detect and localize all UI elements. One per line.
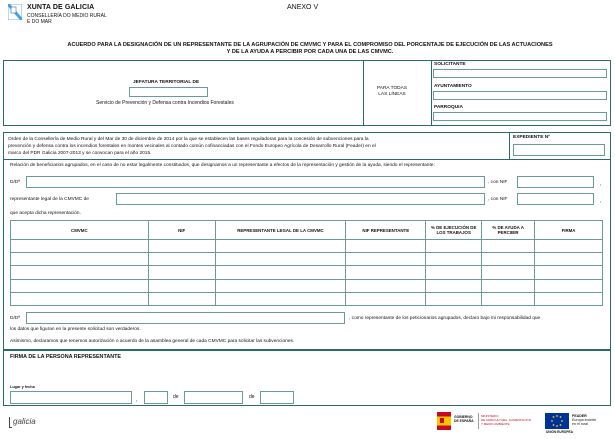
table-cell[interactable] (535, 240, 603, 253)
table-cell[interactable] (426, 266, 482, 279)
table-cell[interactable] (11, 266, 149, 279)
year-input[interactable] (260, 391, 294, 404)
con-nif-label-2: , con NIF (488, 197, 508, 202)
table-row (11, 279, 603, 292)
feader-line2: Europa invierte (572, 418, 597, 423)
department-line2: E DO MAR (27, 18, 52, 25)
jefatura-input[interactable] (129, 87, 208, 97)
table-row (11, 292, 603, 305)
table-cell[interactable] (346, 292, 426, 305)
title-line1: ACUERDO PARA LA DESIGNACIÓN DE UN REPRESENTANTE DE LA AGRUPACIÓN DE CMVMC Y PARA EL COMPROMISO DEL PORCENTAJE DE EJECUCIÓN DE LAS ACTUACIONES (67, 42, 553, 48)
spain-shield-icon (437, 412, 451, 430)
lugar-label: Lugar y fecha (10, 385, 35, 389)
table-cell[interactable] (346, 240, 426, 253)
table-cell[interactable] (535, 279, 603, 292)
table-row (11, 266, 603, 279)
servicio-text: Servicio de Prevención y Defensa contra Incendios Forestales (96, 100, 234, 106)
nif-input-2[interactable] (517, 193, 594, 205)
ayuntamiento-input[interactable] (433, 91, 607, 100)
ministerio-divider (478, 413, 479, 429)
table-cell[interactable] (535, 292, 603, 305)
table-cell[interactable] (11, 279, 149, 292)
day-input[interactable] (144, 391, 168, 404)
table-cell[interactable] (426, 292, 482, 305)
department-name (27, 14, 117, 25)
order-text-line1: Orden de la Consellería de Medio Rural y del Mar de 30 de diciembre de 2014 por la que se establecen las bases reguladoras para la concesión de subvenciones para la (8, 137, 369, 142)
table-cell[interactable] (215, 266, 346, 279)
gobierno-line2: DE ESPAÑA (454, 419, 474, 423)
table-cell[interactable] (215, 279, 346, 292)
gobierno-line1: GOBIERNO (454, 415, 473, 419)
order-text-line2: prevención y defensa contra los incendios forestales en montes vecinales al contado común cofinanciadas con el Fondo Europeo Agrícola de Desarrollo Rural (Feader) en el (8, 144, 376, 149)
table-row (11, 240, 603, 253)
table-cell[interactable] (482, 240, 535, 253)
eu-flag-icon (545, 413, 569, 429)
table-cell[interactable] (148, 240, 215, 253)
col-header-pct-ayuda: % DE AYUDA A PERCIBIR (482, 221, 535, 240)
dd-label: D/Dª (10, 180, 21, 185)
de-label-2: de (249, 394, 255, 400)
table-cell[interactable] (11, 253, 149, 266)
table-header-row (11, 221, 603, 240)
table-cell[interactable] (482, 279, 535, 292)
declaration-line3: Asimismo, declaramos que tenemos autorización o acuerdo de la asamblea general de cada CMVMC para solicitar las subvenciones. (10, 339, 295, 344)
feader-text (572, 414, 596, 427)
signature-comma: , (136, 397, 138, 403)
table-cell[interactable] (215, 292, 346, 305)
rep-legal-input[interactable] (116, 193, 485, 205)
galicia-mark-icon (9, 417, 12, 428)
table-cell[interactable] (535, 253, 603, 266)
union-europea-text: UNIÓN EUROPEA (546, 430, 573, 434)
beneficiaries-table (10, 220, 603, 306)
comma-2: , (600, 198, 602, 204)
ayuntamiento-label: AYUNTAMIENTO (434, 84, 472, 89)
acepta-text: que acepta dicha representación. (10, 211, 81, 216)
department-line1: CONSELLERÍA DO MEDIO RURAL (27, 13, 107, 19)
col-header-firma: FIRMA (535, 221, 603, 240)
solicitante-input[interactable] (433, 69, 607, 78)
title-line2: Y DE LA AYUDA A PERCIBIR POR CADA UNA DE LAS CMVMC. (226, 49, 394, 55)
order-text (8, 136, 376, 157)
parroquia-input[interactable] (433, 112, 607, 121)
nif-input-1[interactable] (517, 176, 594, 188)
ministerio-line2: DE AGRICULTURA, ALIMENTACIÓN (481, 417, 531, 422)
order-text-line3: marco del PDR Galicia 2007-2013 y se convocan para el año 2015. (8, 151, 152, 156)
table-cell[interactable] (11, 240, 149, 253)
table-cell[interactable] (426, 279, 482, 292)
declaration-dd-label: D/Dª (10, 316, 21, 321)
table-cell[interactable] (148, 279, 215, 292)
ministerio-line1: MINISTERIO (481, 414, 499, 418)
para-todas-line2: LAS LÍNEAS (378, 91, 406, 97)
table-cell[interactable] (215, 253, 346, 266)
order-divider (509, 133, 510, 160)
table-cell[interactable] (11, 292, 149, 305)
table-cell[interactable] (215, 240, 346, 253)
declaration-line2: los datos que figuran en la presente solicitud son verdaderos. (10, 327, 141, 332)
gobierno-text (454, 415, 474, 423)
parroquia-label: PARROQUIA (434, 105, 463, 110)
col-header-rep-legal: REPRESENTANTE LEGAL DE LA CMVMC (215, 221, 346, 240)
table-cell[interactable] (482, 292, 535, 305)
feader-line1: FEADER (572, 414, 587, 418)
ministerio-line3: Y MEDIO AMBIENTE (481, 421, 510, 426)
table-row (11, 253, 603, 266)
rep-legal-label: representante legal de la CMVMC de (10, 197, 89, 202)
table-cell[interactable] (535, 266, 603, 279)
beneficiaries-intro: Relación de beneficiarios agrupados, en el caso de no estar legalmente constituidos, que designamos a un representante a efectos de la representación y gestión de la ayuda, siendo el representante: (10, 163, 435, 168)
table-cell[interactable] (148, 253, 215, 266)
col-header-nif: NIF (148, 221, 215, 240)
xunta-flag-icon (8, 4, 22, 20)
table-cell[interactable] (346, 253, 426, 266)
jefatura-label: JEFATURA TERRITORIAL DE (133, 80, 200, 85)
de-label-1: de (173, 394, 179, 400)
table-cell[interactable] (426, 240, 482, 253)
feader-line3: en el rural (572, 422, 588, 427)
col-header-pct-ejecucion: % DE EJECUCIÓN DE LOS TRABAJOS (426, 221, 482, 240)
con-nif-label-1: , con NIF (488, 180, 508, 185)
signature-title: FIRMA DE LA PERSONA REPRESENTANTE (10, 354, 122, 360)
para-todas-line1: PARA TODAS (376, 86, 408, 91)
dd-input[interactable] (26, 176, 485, 188)
expediente-label: EXPEDIENTE Nº (513, 135, 550, 140)
expediente-input[interactable] (513, 144, 605, 156)
annex-label: ANEXO V (287, 4, 319, 11)
declaration-dd-input[interactable] (26, 312, 345, 324)
org-name: XUNTA DE GALICIA (27, 4, 95, 11)
table-cell[interactable] (482, 266, 535, 279)
table-cell[interactable] (346, 279, 426, 292)
para-todas-label (373, 86, 411, 97)
table-cell[interactable] (346, 266, 426, 279)
lugar-input[interactable] (10, 391, 132, 404)
declaration-como-text: , como representante de los peticionarios agrupados, declaro bajo mi responsabilidad que (349, 316, 541, 321)
table-cell[interactable] (148, 292, 215, 305)
comma-1: , (600, 181, 602, 187)
document-title (20, 42, 600, 56)
month-input[interactable] (184, 391, 243, 404)
galicia-logo-text: galicia (13, 417, 36, 426)
col-header-cmvmc: CMVMC (11, 221, 149, 240)
col-header-nif-rep: NIF REPRESENTANTE (346, 221, 426, 240)
solicitante-label: SOLICITANTE (434, 62, 466, 67)
table-cell[interactable] (148, 266, 215, 279)
ministerio-text (481, 415, 531, 426)
table-cell[interactable] (482, 253, 535, 266)
table-cell[interactable] (426, 253, 482, 266)
